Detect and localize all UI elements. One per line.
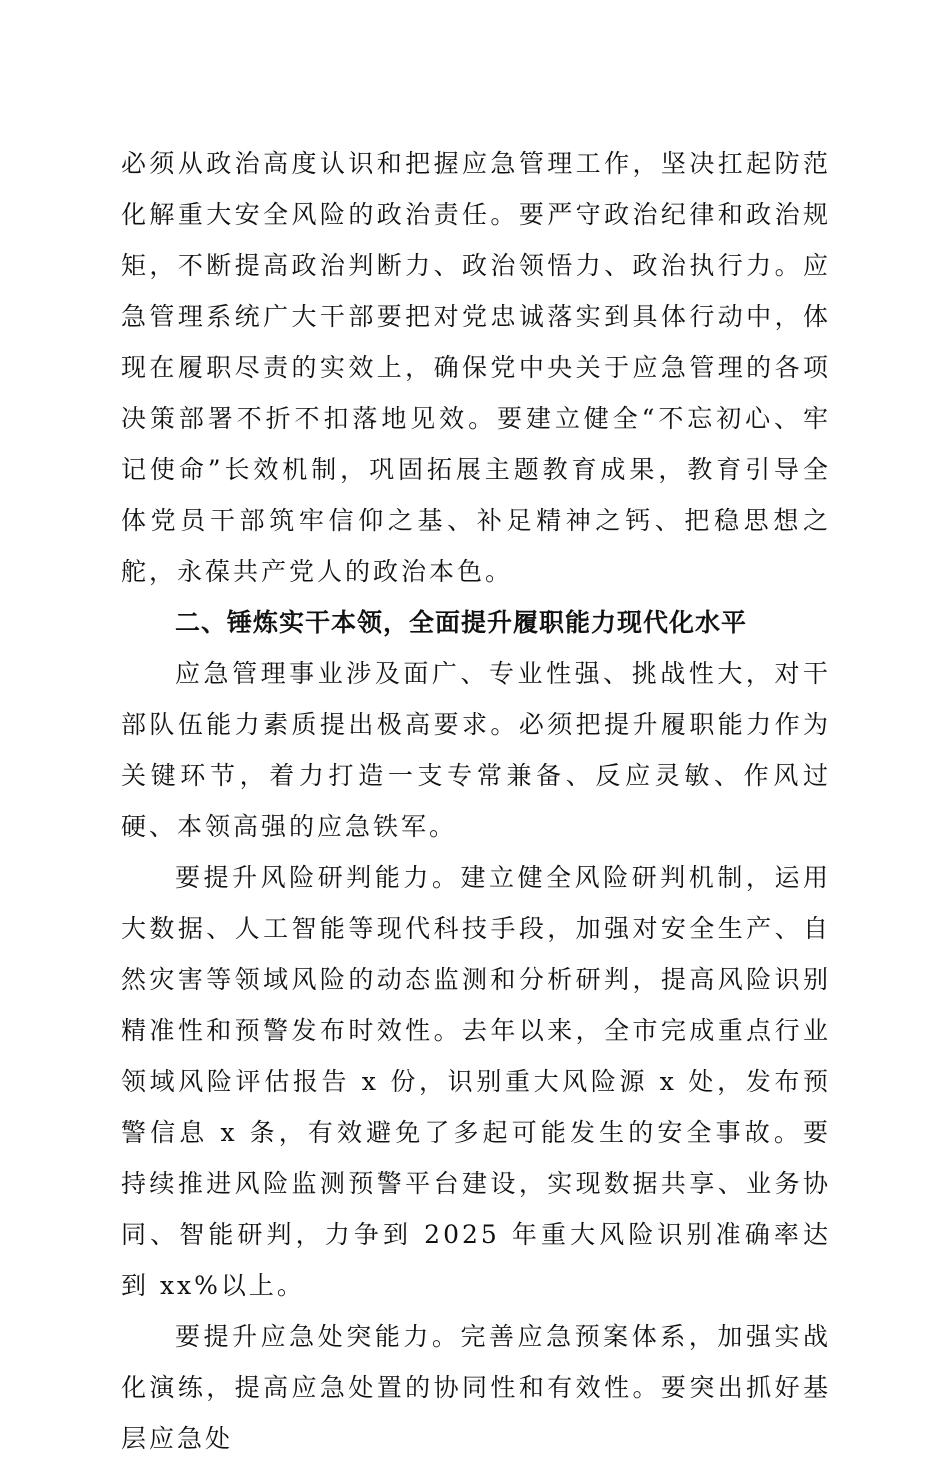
- paragraph-capability-intro: 应急管理事业涉及面广、专业性强、挑战性大，对干部队伍能力素质提出极高要求。必须把提升履职能力作为关键环节，着力打造一支专常兼备、反应灵敏、作风过硬、本领高强的应急铁军。: [121, 659, 831, 841]
- paragraph-political-responsibility: 必须从政治高度认识和把握应急管理工作，坚决扛起防范化解重大安全风险的政治责任。要严守政治纪律和政治规矩，不断提高政治判断力、政治领悟力、政治执行力。应急管理系统广大干部要把对党忠诚落实到具体行动中，体现在履职尽责的实效上，确保党中央关于应急管理的各项决策部署不折不扣落地见效。要建立健全“不忘初心、牢记使命”长效机制，巩固拓展主题教育成果，教育引导全体党员干部筑牢信仰之基、补足精神之钙、把稳思想之舵，永葆共产党人的政治本色。: [121, 149, 831, 586]
- paragraph-risk-assessment: 要提升风险研判能力。建立健全风险研判机制，运用大数据、人工智能等现代科技手段，加强对安全生产、自然灾害等领域风险的动态监测和分析研判，提高风险识别精准性和预警发布时效性。去年以来，全市完成重点行业领域风险评估报告 x 份，识别重大风险源 x 处，发布预警信息 x 条，有效避免了多起可能发生的安全事故。要持续推进风险监测预警平台建设，实现数据共享、业务协同、智能研判，力争到 2025 年重大风险识别准确率达到 xx%以上。: [121, 863, 831, 1300]
- section-heading-2: 二、锤炼实干本领，全面提升履职能力现代化水平: [175, 608, 748, 637]
- paragraph-emergency-response: 要提升应急处突能力。完善应急预案体系，加强实战化演练，提高应急处置的协同性和有效性。要突出抓好基层应急处: [121, 1322, 831, 1453]
- document-body: [121, 138, 831, 1464]
